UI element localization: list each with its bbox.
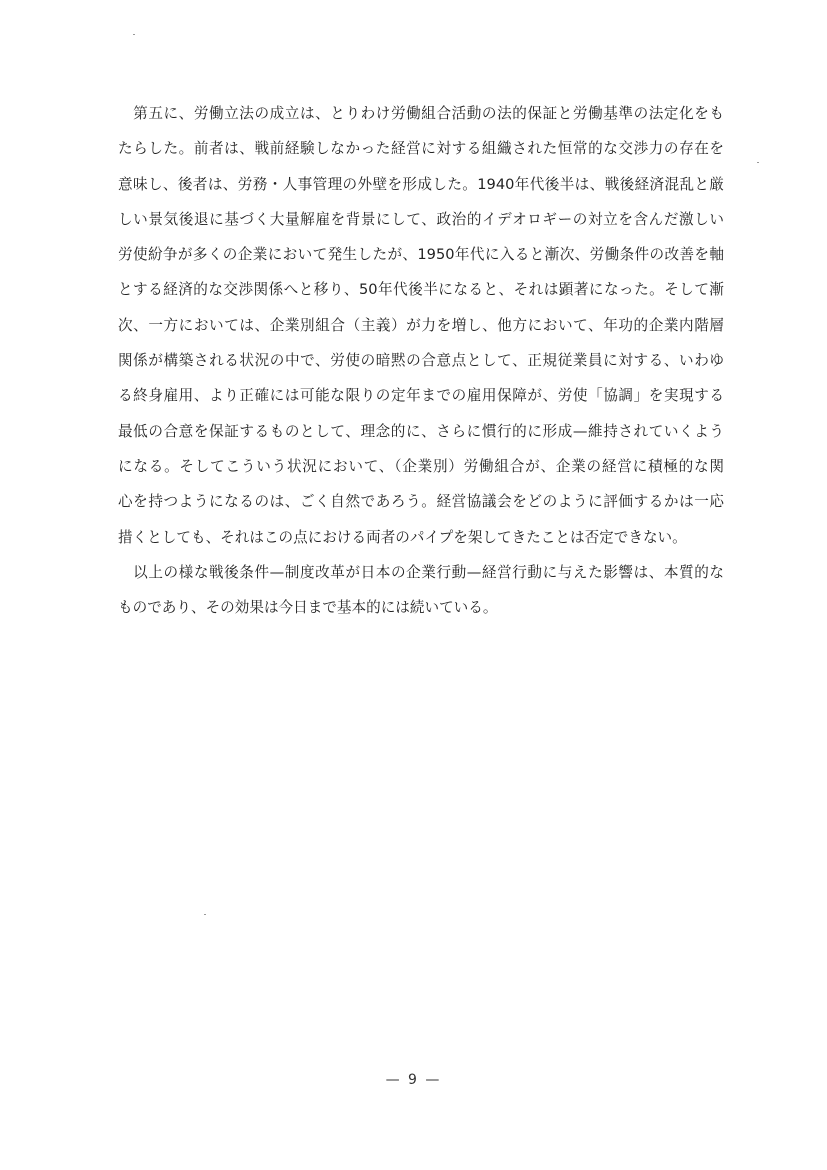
page-number: — 9 —: [385, 1072, 442, 1088]
text-line: 次、一方においては、企業別組合（主義）が力を増し、他方において、年功的企業内階層: [118, 316, 724, 334]
paragraph-1: [118, 96, 724, 555]
scan-speck: [204, 914, 206, 915]
text-line: 第五に、労働立法の成立は、とりわけ労働組合活動の法的保証と労働基準の法定化をも: [118, 105, 724, 122]
text-line: ものであり、その効果は今日まで基本的には続いている。: [118, 599, 498, 617]
text-line: 心を持つようになるのは、ごく自然であろう。経営協議会をどのように評価するかは一応: [118, 493, 724, 511]
text-line: 措くとしても、それはこの点における両者のパイプを架してきたことは否定できない。: [118, 528, 687, 546]
body-text: [118, 96, 724, 625]
text-line: 労使紛争が多くの企業において発生したが、1950年代に入ると漸次、労働条件の改善を軸: [118, 246, 724, 264]
text-line: しい景気後退に基づく大量解雇を背景にして、政治的イデオロギーの対立を含んだ激しい: [118, 210, 724, 228]
text-line: 最低の合意を保証するものとして、理念的に、さらに慣行的に形成—維持されていくよう: [118, 422, 724, 440]
text-line: とする経済的な交渉関係へと移り、50年代後半になると、それは顕著になった。そして漸: [118, 281, 724, 299]
text-line: 意味し、後者は、労務・人事管理の外壁を形成した。1940年代後半は、戦後経済混乱と厳: [118, 175, 724, 193]
paragraph-2: [118, 555, 724, 626]
text-line: る終身雇用、より正確には可能な限りの定年までの雇用保障が、労使「協調」を実現する: [118, 387, 724, 405]
scan-speck: [757, 162, 759, 163]
scan-speck: [133, 34, 135, 35]
text-line: 以上の様な戦後条件—制度改革が日本の企業行動—経営行動に与えた影響は、本質的な: [118, 563, 724, 581]
text-line: 関係が構築される状況の中で、労使の暗黙の合意点として、正規従業員に対する、いわゆ: [118, 352, 724, 370]
text-line: たらした。前者は、戦前経験しなかった経営に対する組織された恒常的な交渉力の存在を: [118, 140, 724, 158]
text-line: になる。そしてこういう状況において、（企業別）労働組合が、企業の経営に積極的な関: [118, 457, 724, 475]
